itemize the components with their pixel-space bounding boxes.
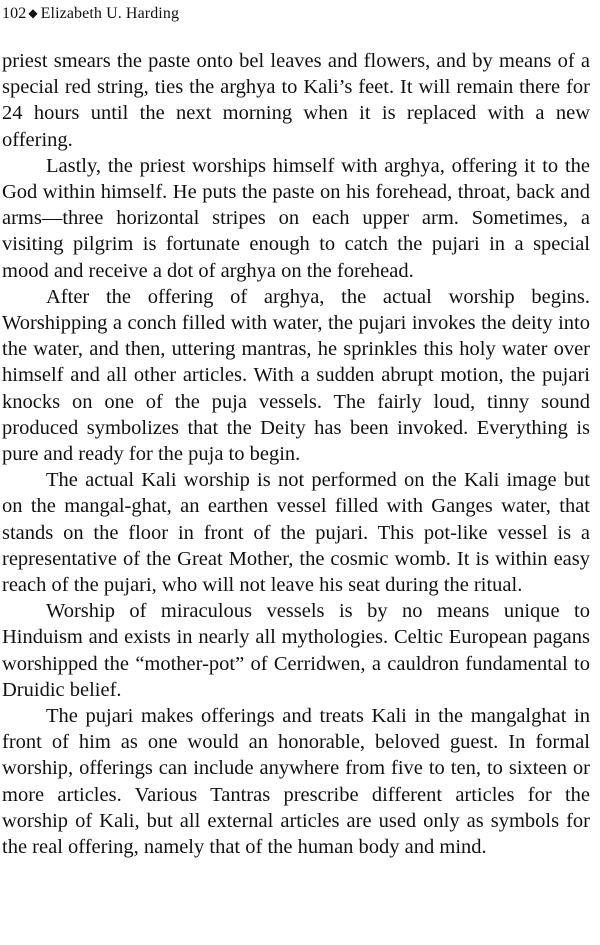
paragraph-2: Lastly, the priest worships himself with arghya, offering it to the God within himself. He puts the paste on his forehead, throat, back and arms—three horizontal stripes on each upper arm. Sometimes, a visiting pilgrim is fortunate enough to catch the pujari in a special mood and receive a dot of arghya on the forehead. bbox=[2, 154, 590, 282]
author-name: Elizabeth U. Harding bbox=[40, 5, 180, 22]
page-number: 102 bbox=[2, 5, 27, 22]
running-head bbox=[2, 4, 590, 28]
paragraph-3: After the offering of arghya, the actual worship begins. Worshipping a conch filled with water, the pujari invokes the deity into the water, and then, uttering mantras, he sprinkles this holy water over himself and all other articles. With a sudden abrupt motion, the pujari knocks on one of the puja vessels. The fairly loud, tinny sound produced symbolizes that the Deity has been invoked. Everything is pure and ready for the puja to begin. bbox=[2, 285, 590, 466]
paragraph-6: The pujari makes offerings and treats Kali in the mangalghat in front of him as one would an honorable, beloved guest. In formal worship, offerings can include anywhere from five to ten, to sixteen or more articles. Various Tantras prescribe different articles for the worship of Kali, but all external articles are used only as symbols for the real offering, namely that of the human body and mind. bbox=[2, 705, 590, 859]
body-text bbox=[2, 48, 590, 860]
paragraph-1: priest smears the paste onto bel leaves and flowers, and by means of a special red string, ties the arghya to Kali’s feet. It will remain there for 24 hours until the next morning when it is replaced with a new offering. bbox=[2, 50, 590, 151]
diamond-separator-icon: ◆ bbox=[28, 6, 38, 20]
paragraph-5: Worship of miraculous vessels is by no means unique to Hinduism and exists in nearly all mythologies. Celtic European pagans worshipped the “mother-pot” of Cerridwen, a cauldron fundamental to Druidic belief. bbox=[2, 600, 590, 701]
paragraph-4: The actual Kali worship is not performed on the Kali image but on the mangal-ghat, an earthen vessel filled with Ganges water, that stands on the floor in front of the pujari. This pot-like vessel is a representative of the Great Mother, the cosmic womb. It is within easy reach of the pujari, who will not leave his seat during the ritual. bbox=[2, 469, 590, 597]
